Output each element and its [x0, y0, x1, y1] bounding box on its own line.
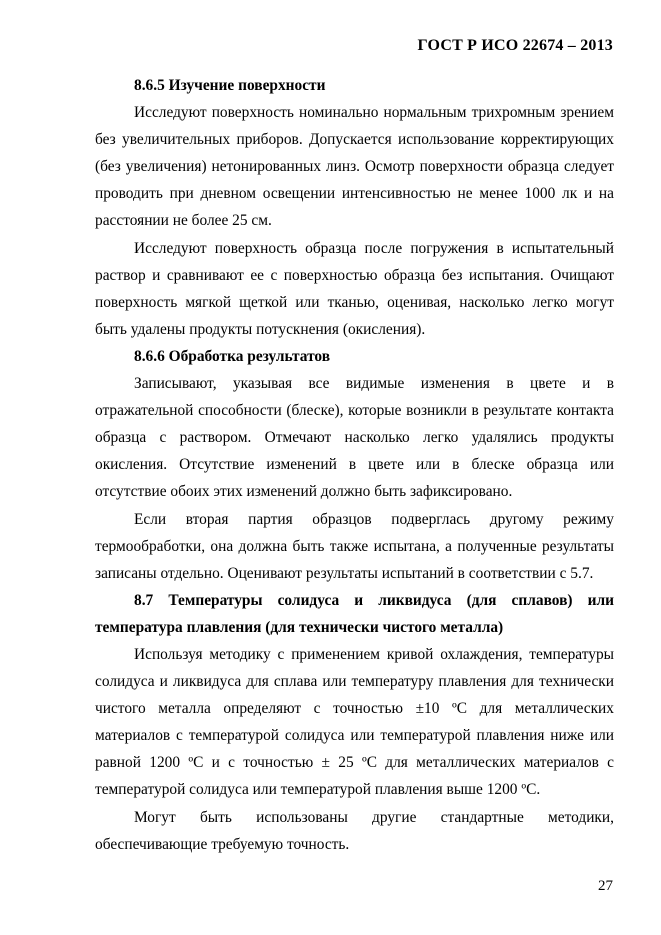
paragraph-surface-after-immersion: Исследуют поверхность образца после погружения в испытательный раствор и сравнивают ее с поверхностью образца без испытания. Очищают поверхность мягкой щеткой или тканью, оценивая, насколько легко могут быть удалены продукты потускнения (окисления).	[95, 239, 614, 338]
paragraph-surface-inspection: Исследуют поверхность номинально нормальным трихромным зрением без увеличительных приборов. Допускается использование корректирующих (без увеличения) нетонированных линз. Осмотр поверхности образца следует проводить при дневном освещении интенсивностью не менее 1000 лк и на расстоянии не более 25 см.	[95, 104, 614, 230]
section-heading-8-7: 8.7 Температуры солидуса и ликвидуса (для сплавов) или температура плавления (для технически чистого металла)	[95, 591, 614, 636]
paragraph-record-changes: Записывают, указывая все видимые изменения в цвете и в отражательной способности (блеске), которые возникли в результате контакта образца с раствором. Отмечают насколько легко удалялись продукты окисления. Отсутствие изменений в цвете или в блеске образца или отсутствие обоих этих изменений должно быть зафиксировано.	[95, 375, 614, 501]
section-heading-8-6-5: 8.6.5 Изучение поверхности	[134, 77, 326, 94]
page-number: 27	[598, 878, 613, 894]
section-heading-8-6-6: 8.6.6 Обработка результатов	[134, 347, 331, 365]
paragraph-other-methods: Могут быть использованы другие стандартные методики, обеспечивающие требуемую точность.	[95, 808, 614, 853]
paragraph-cooling-curve-method: Используя методику с применением кривой охлаждения, температуры солидуса и ликвидуса для сплава или температуру плавления для технически чистого металла определяют с точностью ±10 ºС для металлических материалов с температурой солидуса или температурой плавления ниже или равной 1200 ºС и с точностью ± 25 ºС для металлических материалов с температурой солидуса или температурой плавления выше 1200 ºС.	[95, 645, 614, 799]
document-body	[95, 72, 614, 858]
paragraph-second-batch: Если вторая партия образцов подверглась другому режиму термообработки, она должна быть также испытана, а полученные результаты записаны отдельно. Оценивают результаты испытаний в соответствии с 5.7.	[95, 510, 614, 582]
document-standard-id: ГОСТ Р ИСО 22674 – 2013	[417, 37, 613, 54]
